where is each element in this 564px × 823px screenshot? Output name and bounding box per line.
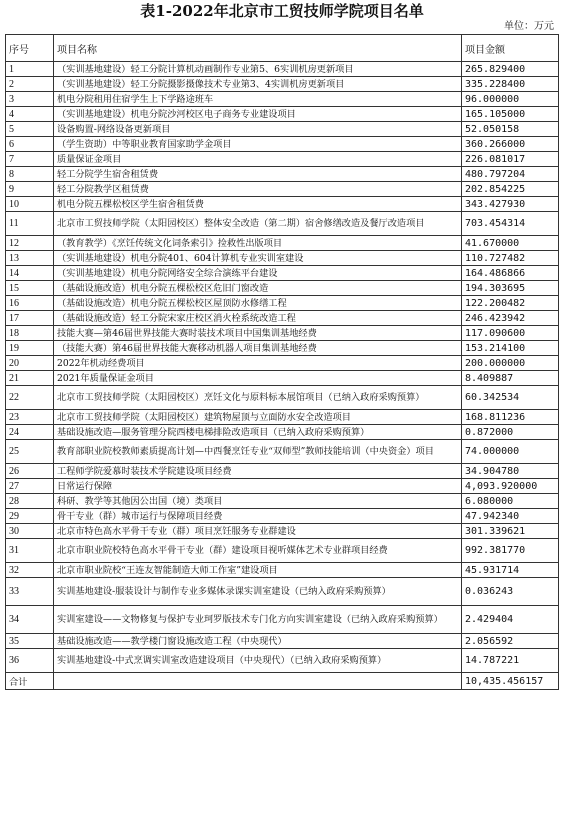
row-project-name: 北京市职业院校特色高水平骨干专业（群）建设项目视听媒体艺术专业群项目经费 bbox=[54, 539, 462, 563]
table-row bbox=[6, 563, 559, 578]
row-amount: 703.454314 bbox=[462, 212, 559, 236]
row-project-name: （教育教学）《烹饪传统文化词条索引》捡救性出版项目 bbox=[54, 236, 462, 251]
row-amount: 117.090600 bbox=[462, 326, 559, 341]
row-project-name: （学生资助）中等职业教育国家助学金项目 bbox=[54, 137, 462, 152]
table-row bbox=[6, 539, 559, 563]
row-index: 35 bbox=[6, 634, 54, 649]
table-row bbox=[6, 122, 559, 137]
row-project-name: 工程师学院爱慕时装技术学院建设项目经费 bbox=[54, 464, 462, 479]
table-row bbox=[6, 524, 559, 539]
row-project-name: 2022年机动经费项目 bbox=[54, 356, 462, 371]
total-empty-cell bbox=[54, 673, 462, 690]
row-amount: 164.486866 bbox=[462, 266, 559, 281]
row-index: 5 bbox=[6, 122, 54, 137]
row-amount: 2.429404 bbox=[462, 606, 559, 634]
table-row bbox=[6, 311, 559, 326]
total-amount: 10,435.456157 bbox=[462, 673, 559, 690]
table-row bbox=[6, 410, 559, 425]
row-amount: 8.409887 bbox=[462, 371, 559, 386]
table-row bbox=[6, 326, 559, 341]
row-index: 1 bbox=[6, 62, 54, 77]
unit-label: 单位：万元 bbox=[504, 21, 554, 32]
row-index: 12 bbox=[6, 236, 54, 251]
table-row bbox=[6, 440, 559, 464]
table-row bbox=[6, 251, 559, 266]
table-row bbox=[6, 649, 559, 673]
row-amount: 335.228400 bbox=[462, 77, 559, 92]
row-amount: 47.942340 bbox=[462, 509, 559, 524]
row-project-name: （实训基地建设）机电分院网络安全综合演练平台建设 bbox=[54, 266, 462, 281]
row-index: 7 bbox=[6, 152, 54, 167]
row-index: 30 bbox=[6, 524, 54, 539]
row-index: 13 bbox=[6, 251, 54, 266]
row-index: 8 bbox=[6, 167, 54, 182]
row-project-name: 机电分院租用住宿学生上下学路途班车 bbox=[54, 92, 462, 107]
table-row bbox=[6, 606, 559, 634]
row-index: 28 bbox=[6, 494, 54, 509]
row-project-name: （实训基地建设）机电分院沙河校区电子商务专业建设项目 bbox=[54, 107, 462, 122]
table-row bbox=[6, 62, 559, 77]
row-project-name: 设备购置-网络设备更新项目 bbox=[54, 122, 462, 137]
row-amount: 52.050158 bbox=[462, 122, 559, 137]
row-project-name: 日常运行保障 bbox=[54, 479, 462, 494]
row-amount: 4,093.920000 bbox=[462, 479, 559, 494]
table-row bbox=[6, 509, 559, 524]
row-amount: 480.797204 bbox=[462, 167, 559, 182]
table-row bbox=[6, 578, 559, 606]
row-amount: 110.727482 bbox=[462, 251, 559, 266]
row-project-name: 北京市职业院校“王连友智能制造大师工作室”建设项目 bbox=[54, 563, 462, 578]
row-amount: 360.266000 bbox=[462, 137, 559, 152]
row-index: 21 bbox=[6, 371, 54, 386]
row-amount: 246.423942 bbox=[462, 311, 559, 326]
table-row bbox=[6, 464, 559, 479]
table-row bbox=[6, 494, 559, 509]
row-index: 2 bbox=[6, 77, 54, 92]
table-row bbox=[6, 137, 559, 152]
row-project-name: 北京市工贸技师学院（太阳园校区）烹饪文化与原料标本展馆项目（已纳入政府采购预算） bbox=[54, 386, 462, 410]
row-project-name: 轻工分院教学区租赁费 bbox=[54, 182, 462, 197]
table-row bbox=[6, 236, 559, 251]
row-index: 19 bbox=[6, 341, 54, 356]
row-amount: 226.081017 bbox=[462, 152, 559, 167]
table-row bbox=[6, 479, 559, 494]
row-index: 16 bbox=[6, 296, 54, 311]
table-row bbox=[6, 386, 559, 410]
row-amount: 14.787221 bbox=[462, 649, 559, 673]
project-table bbox=[5, 34, 559, 690]
row-amount: 96.000000 bbox=[462, 92, 559, 107]
row-project-name: （技能大赛）第46届世界技能大赛移动机器人项目集训基地经费 bbox=[54, 341, 462, 356]
row-index: 18 bbox=[6, 326, 54, 341]
table-row bbox=[6, 212, 559, 236]
row-project-name: 技能大赛—第46届世界技能大赛时装技术项目中国集训基地经费 bbox=[54, 326, 462, 341]
row-amount: 168.811236 bbox=[462, 410, 559, 425]
table-row bbox=[6, 182, 559, 197]
row-amount: 2.056592 bbox=[462, 634, 559, 649]
row-amount: 194.303695 bbox=[462, 281, 559, 296]
row-index: 22 bbox=[6, 386, 54, 410]
row-index: 27 bbox=[6, 479, 54, 494]
row-project-name: （实训基地建设）机电分院401、604计算机专业实训室建设 bbox=[54, 251, 462, 266]
row-project-name: 2021年质量保证金项目 bbox=[54, 371, 462, 386]
total-row bbox=[6, 673, 559, 690]
table-row bbox=[6, 92, 559, 107]
row-amount: 74.000000 bbox=[462, 440, 559, 464]
row-project-name: 北京市工贸技师学院（太阳园校区）整体安全改造（第二期）宿舍修缮改造及餐厅改造项目 bbox=[54, 212, 462, 236]
table-row bbox=[6, 634, 559, 649]
row-index: 11 bbox=[6, 212, 54, 236]
header-index: 序号 bbox=[6, 35, 54, 62]
row-index: 32 bbox=[6, 563, 54, 578]
table-row bbox=[6, 356, 559, 371]
table-row bbox=[6, 77, 559, 92]
row-project-name: 实训基地建设-服装设计与制作专业多媒体录课实训室建设（已纳入政府采购预算） bbox=[54, 578, 462, 606]
row-amount: 34.904780 bbox=[462, 464, 559, 479]
row-index: 9 bbox=[6, 182, 54, 197]
table-row bbox=[6, 107, 559, 122]
row-index: 15 bbox=[6, 281, 54, 296]
row-amount: 202.854225 bbox=[462, 182, 559, 197]
row-project-name: 北京市特色高水平骨干专业（群）项目烹饪服务专业群建设 bbox=[54, 524, 462, 539]
row-index: 29 bbox=[6, 509, 54, 524]
table-row bbox=[6, 167, 559, 182]
row-project-name: 机电分院五棵松校区学生宿舍租赁费 bbox=[54, 197, 462, 212]
row-amount: 200.000000 bbox=[462, 356, 559, 371]
row-amount: 60.342534 bbox=[462, 386, 559, 410]
row-index: 6 bbox=[6, 137, 54, 152]
total-label: 合计 bbox=[6, 673, 54, 690]
row-index: 33 bbox=[6, 578, 54, 606]
row-index: 10 bbox=[6, 197, 54, 212]
row-index: 14 bbox=[6, 266, 54, 281]
row-index: 23 bbox=[6, 410, 54, 425]
row-project-name: 轻工分院学生宿舍租赁费 bbox=[54, 167, 462, 182]
row-index: 26 bbox=[6, 464, 54, 479]
row-amount: 265.829400 bbox=[462, 62, 559, 77]
row-amount: 153.214100 bbox=[462, 341, 559, 356]
row-project-name: 实训基地建设-中式烹调实训室改造建设项目（中央现代）（已纳入政府采购预算） bbox=[54, 649, 462, 673]
table-row bbox=[6, 371, 559, 386]
row-project-name: 质量保证金项目 bbox=[54, 152, 462, 167]
row-amount: 0.036243 bbox=[462, 578, 559, 606]
table-row bbox=[6, 197, 559, 212]
table-row bbox=[6, 296, 559, 311]
header-amount: 项目金额 bbox=[462, 35, 559, 62]
row-project-name: 基础设施改造——教学楼门窗设施改造工程（中央现代） bbox=[54, 634, 462, 649]
row-amount: 122.200482 bbox=[462, 296, 559, 311]
row-project-name: 基础设施改造—服务管理分院西楼电梯排险改造项目（已纳入政府采购预算） bbox=[54, 425, 462, 440]
table-row bbox=[6, 266, 559, 281]
row-amount: 0.872000 bbox=[462, 425, 559, 440]
row-index: 25 bbox=[6, 440, 54, 464]
row-index: 17 bbox=[6, 311, 54, 326]
row-amount: 343.427930 bbox=[462, 197, 559, 212]
row-amount: 45.931714 bbox=[462, 563, 559, 578]
row-project-name: 北京市工贸技师学院（太阳园校区）建筑物屋顶与立面防水安全改造项目 bbox=[54, 410, 462, 425]
table-row bbox=[6, 425, 559, 440]
row-project-name: （基础设施改造）机电分院五棵松校区屋顶防水修缮工程 bbox=[54, 296, 462, 311]
row-project-name: 教育部职业院校教师素质提高计划—中西餐烹饪专业“双师型”教师技能培训（中央资金）项目 bbox=[54, 440, 462, 464]
row-index: 3 bbox=[6, 92, 54, 107]
row-amount: 6.080000 bbox=[462, 494, 559, 509]
row-project-name: （实训基地建设）轻工分院摄影摄像技术专业第3、4实训机房更新项目 bbox=[54, 77, 462, 92]
row-index: 20 bbox=[6, 356, 54, 371]
row-project-name: （基础设施改造）轻工分院宋家庄校区消火栓系统改造工程 bbox=[54, 311, 462, 326]
row-index: 24 bbox=[6, 425, 54, 440]
row-project-name: （实训基地建设）轻工分院计算机动画制作专业第5、6实训机房更新项目 bbox=[54, 62, 462, 77]
row-project-name: 科研、教学等其他因公出国（境）类项目 bbox=[54, 494, 462, 509]
table-header-row bbox=[6, 35, 559, 62]
header-project-name: 项目名称 bbox=[54, 35, 462, 62]
row-index: 4 bbox=[6, 107, 54, 122]
row-amount: 165.105000 bbox=[462, 107, 559, 122]
table-row bbox=[6, 341, 559, 356]
row-project-name: 实训室建设——文物修复与保护专业珂罗版技术专门化方向实训室建设（已纳入政府采购预算） bbox=[54, 606, 462, 634]
table-row bbox=[6, 152, 559, 167]
row-amount: 992.381770 bbox=[462, 539, 559, 563]
row-project-name: （基础设施改造）机电分院五棵松校区危旧门窗改造 bbox=[54, 281, 462, 296]
page-title: 表1-2022年北京市工贸技师学院项目名单 bbox=[140, 2, 424, 20]
row-project-name: 骨干专业（群）城市运行与保障项目经费 bbox=[54, 509, 462, 524]
table-body bbox=[6, 62, 559, 690]
row-amount: 301.339621 bbox=[462, 524, 559, 539]
row-index: 36 bbox=[6, 649, 54, 673]
table-row bbox=[6, 281, 559, 296]
row-index: 31 bbox=[6, 539, 54, 563]
row-index: 34 bbox=[6, 606, 54, 634]
row-amount: 41.670000 bbox=[462, 236, 559, 251]
